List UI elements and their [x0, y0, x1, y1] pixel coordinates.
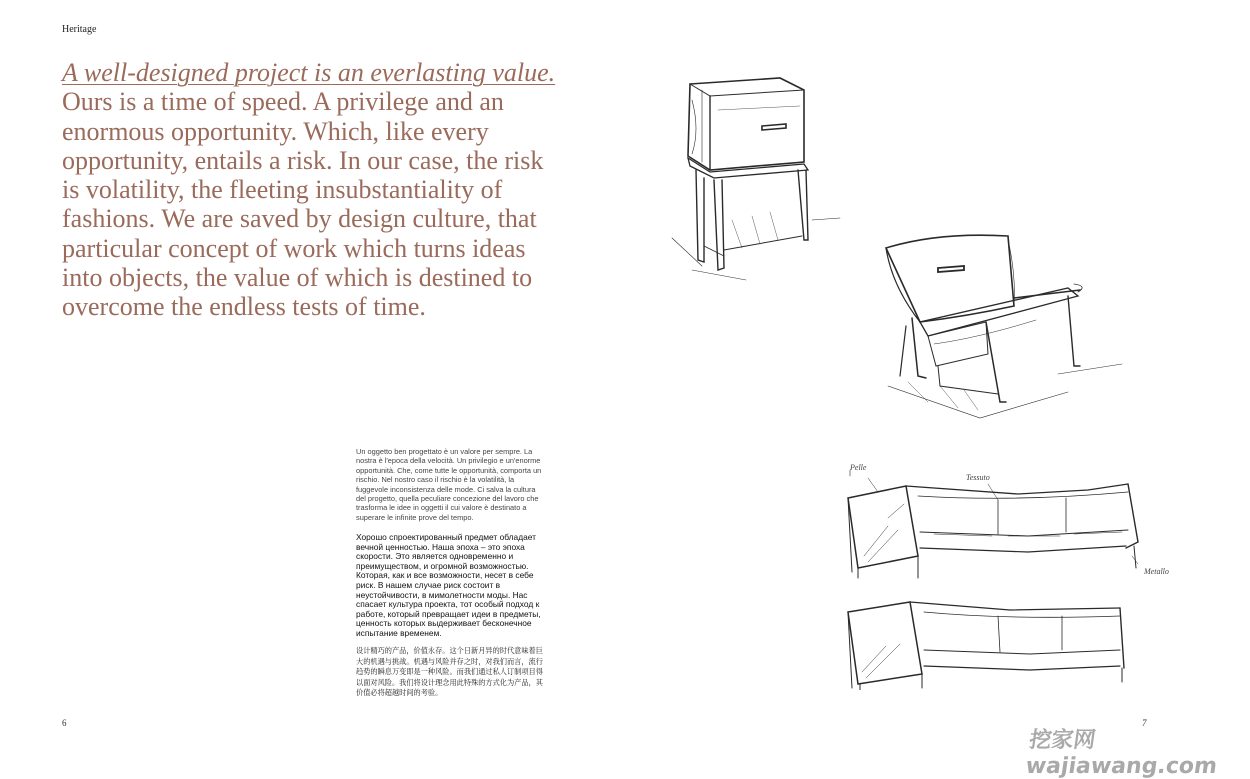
italian-translation: Un oggetto ben progettato è un valore per sempre. La nostra è l'epoca della velocità. Un privilegio e un'enorme opportunità. Che, come tutte le opportunità, comporta un rischio. Nel nostro caso il rischio è la volatilità, la fuggevole inconsistenza delle mode. Ci salva la cultura del progetto, quella peculiare concezione del lavoro che trasforma le idee in oggetti il cui valore è destinato a superare le infinite prove del tempo. [356, 447, 542, 522]
page-number-left: 6 [62, 718, 67, 728]
label-tessuto: Tessuto [966, 473, 990, 482]
quote-highlight: A well-designed project is an everlasting value. [62, 58, 556, 87]
russian-translation: Хорошо спроектированный предмет обладает вечной ценностью. Наша эпоха – это эпоха скорости. Это является одновременно и преимуществом, и огромной возможностью. Которая, как и все возможности, несет в себе риск. В нашем случае риск состоит в неустойчивости, в мимолетности моды. Нас спасает культура проекта, тот особый подход к работе, который превращает идеи в предметы, ценность которых выдерживает бесконечное испытание временем. [356, 532, 541, 638]
sofa-sketch-top [838, 456, 1178, 586]
main-quote [62, 58, 562, 322]
quote-body: Ours is a time of speed. A privilege and an enormous opportunity. Which, like every opportunity, entails a risk. In our case, the risk is volatility, the fleeting insubstantiality of fashions. We are saved by design culture, that particular concept of work which turns ideas into objects, the value of which is destined to overcome the endless tests of time. [62, 87, 544, 322]
label-pelle: Pelle [850, 463, 867, 472]
watermark: 挖家网 wajiawang.com [1024, 728, 1219, 779]
cabinet-sketch [662, 70, 852, 285]
page-number-right: 7 [1142, 718, 1147, 728]
chinese-translation: 设计精巧的产品，价值永存。这个日新月异的时代意味着巨大的机遇与挑战。机遇与风险并存之时，对我们而言，流行趋势的瞬息万变即是一种风险。而我们通过私人订制项目得以面对风险。我们将设计理念用此特殊的方式化为产品，其价值必将超越时间的考验。 [356, 646, 543, 697]
section-label: Heritage [62, 24, 97, 35]
sofa-sketch-bottom [840, 594, 1140, 690]
label-metallo: Metallo [1144, 567, 1169, 576]
armchair-sketch [868, 226, 1128, 431]
